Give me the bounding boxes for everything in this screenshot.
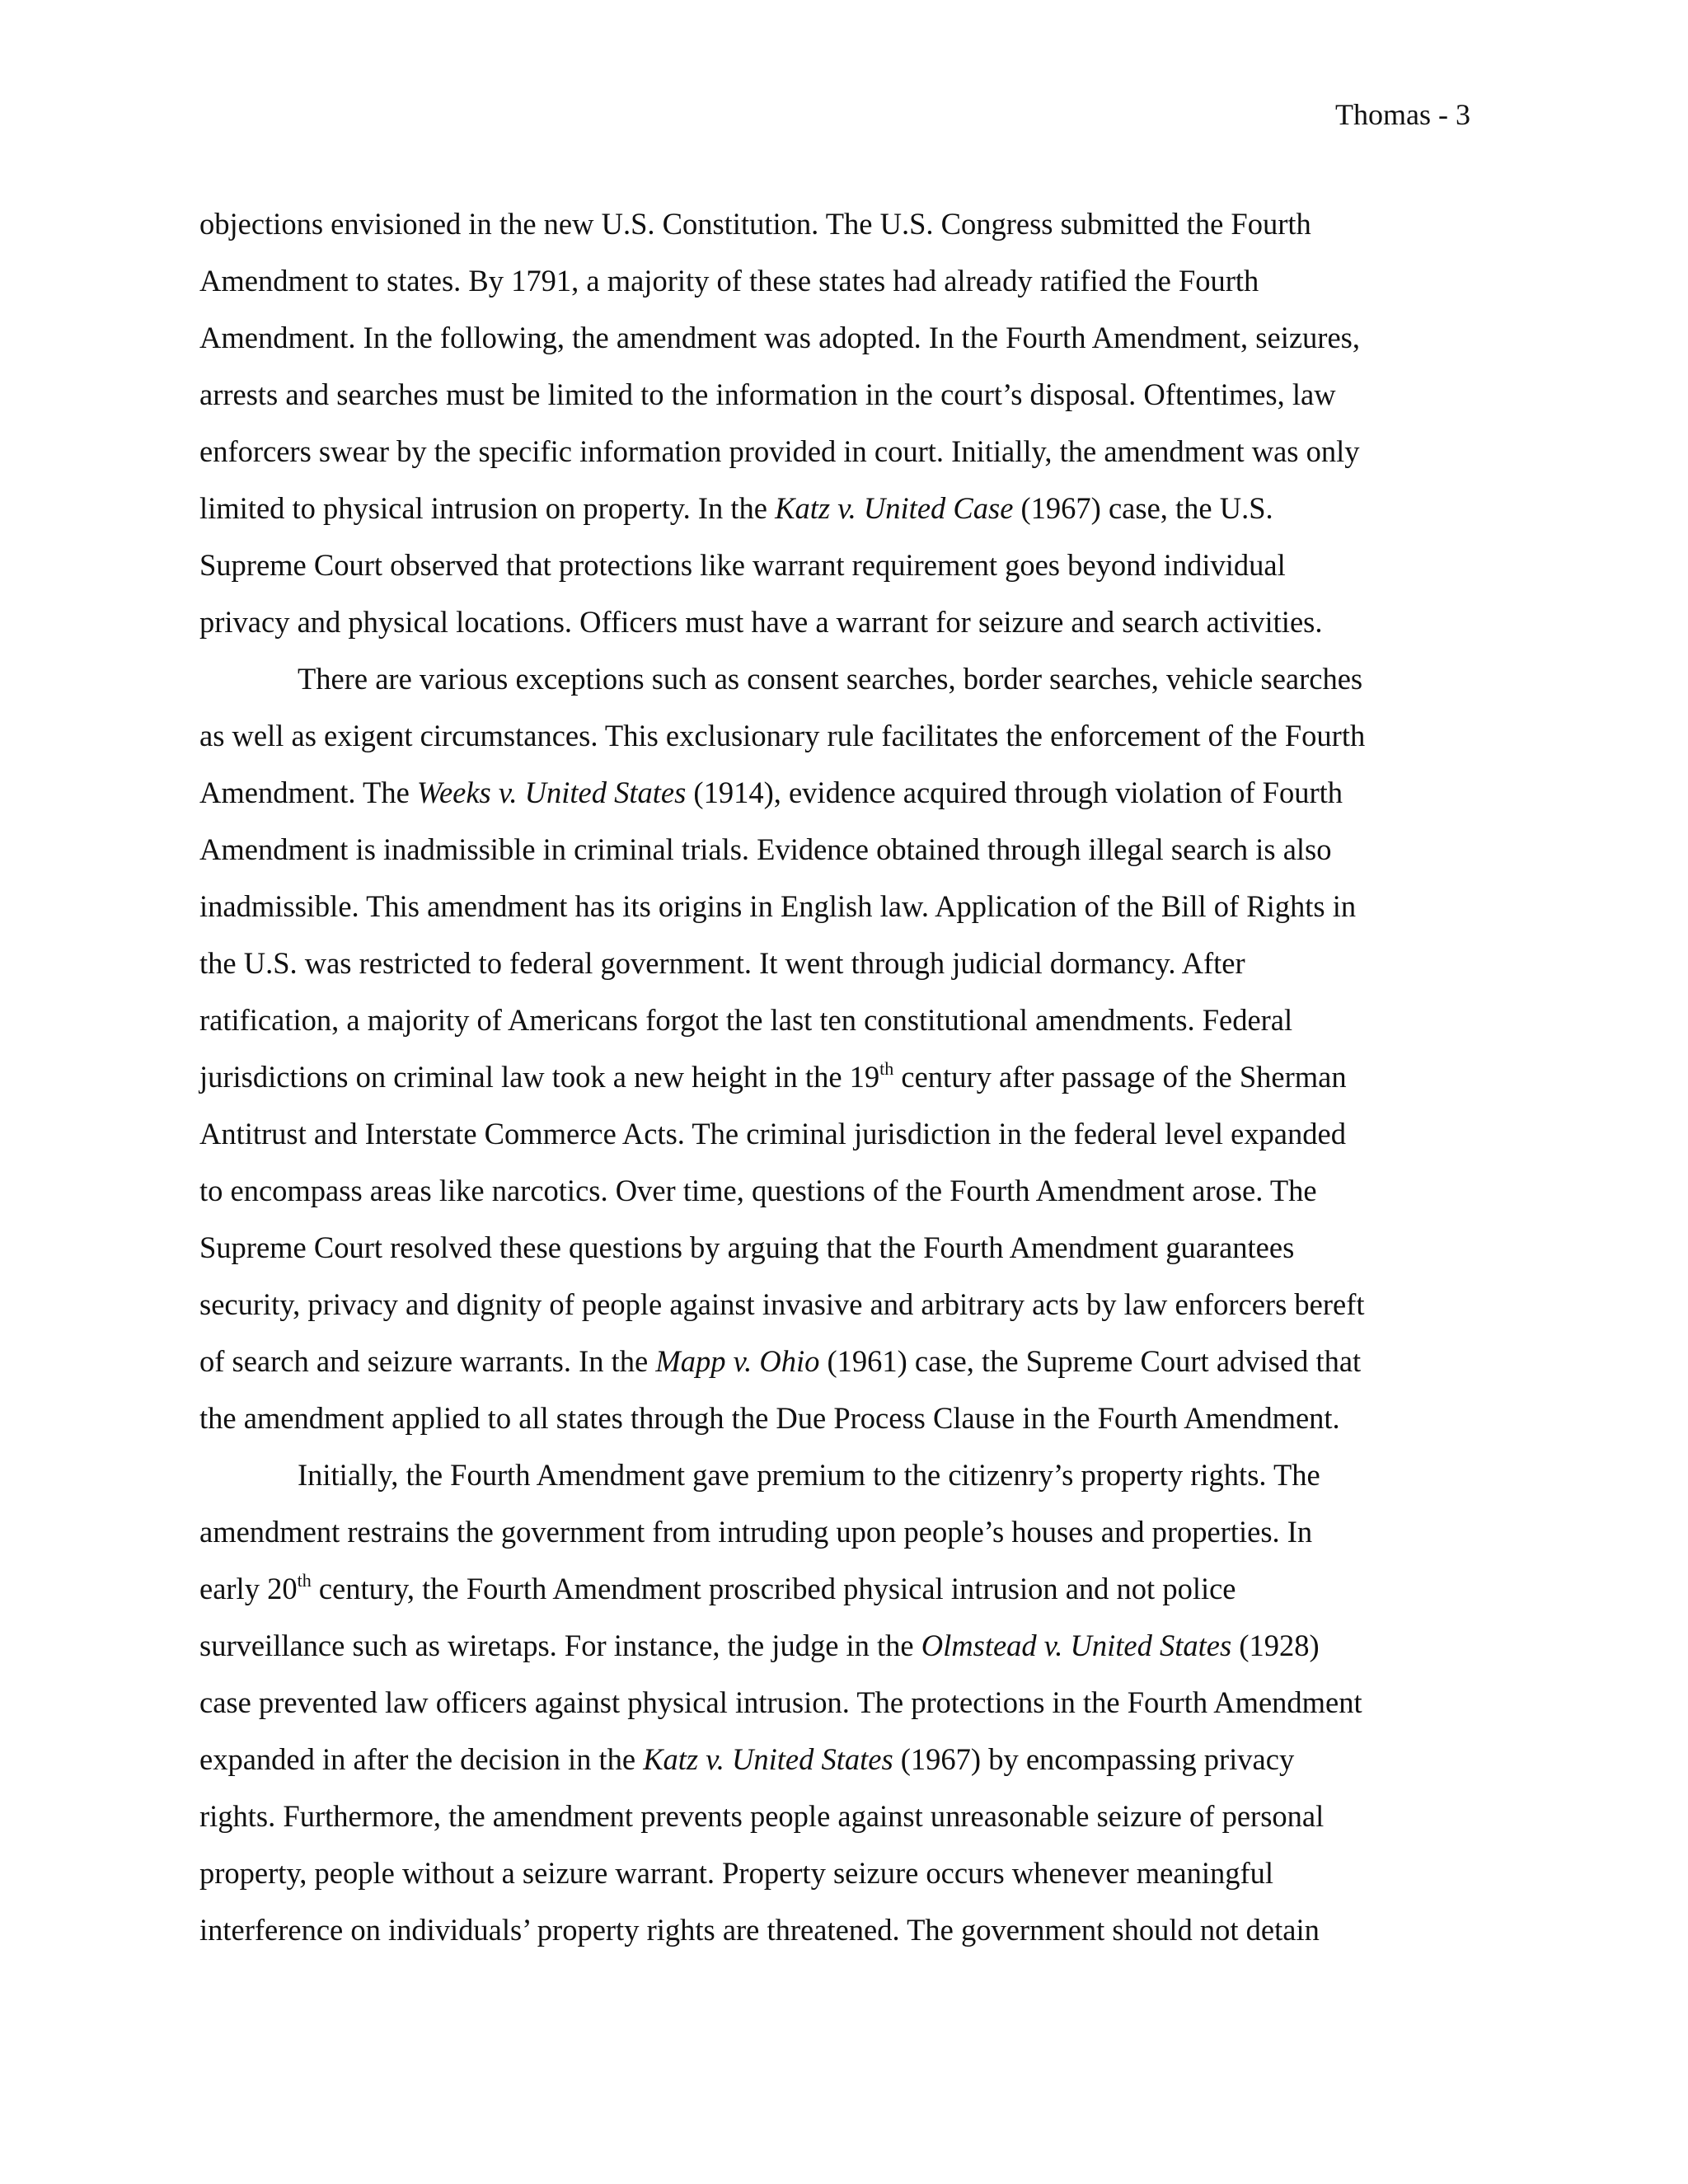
case-citation: Katz v. United Case	[775, 491, 1014, 525]
text-line: expanded in after the decision in the Katz v. United States (1967) by encompassing privacy	[199, 1742, 1295, 1776]
text-line: Amendment. The Weeks v. United States (1914), evidence acquired through violation of Fourth	[199, 776, 1343, 809]
case-citation: Mapp v. Ohio	[655, 1344, 820, 1378]
text-line: enforcers swear by the specific information provided in court. Initially, the amendment was only	[199, 434, 1360, 468]
text-line: the amendment applied to all states through the Due Process Clause in the Fourth Amendment.	[199, 1401, 1340, 1435]
text-line: surveillance such as wiretaps. For instance, the judge in the Olmstead v. United States (1928)	[199, 1629, 1320, 1662]
text-line: the U.S. was restricted to federal government. It went through judicial dormancy. After	[199, 946, 1245, 980]
superscript: th	[297, 1570, 312, 1591]
text-line: objections envisioned in the new U.S. Constitution. The U.S. Congress submitted the Fourth	[199, 207, 1311, 241]
text-line: of search and seizure warrants. In the Mapp v. Ohio (1961) case, the Supreme Court advised that	[199, 1344, 1362, 1378]
text-line: security, privacy and dignity of people against invasive and arbitrary acts by law enforcers bereft	[199, 1287, 1365, 1321]
text-line: interference on individuals’ property rights are threatened. The government should not detain	[199, 1913, 1320, 1947]
text-line: as well as exigent circumstances. This exclusionary rule facilitates the enforcement of the Fourth	[199, 719, 1366, 752]
text-line: case prevented law officers against physical intrusion. The protections in the Fourth Amendment	[199, 1685, 1362, 1719]
case-citation: Weeks v. United States	[416, 776, 687, 809]
text-line: Amendment. In the following, the amendment was adopted. In the Fourth Amendment, seizures,	[199, 321, 1360, 354]
text-line: Amendment is inadmissible in criminal trials. Evidence obtained through illegal search is also	[199, 832, 1332, 866]
superscript: th	[879, 1058, 894, 1079]
text-line: to encompass areas like narcotics. Over time, questions of the Fourth Amendment arose. The	[199, 1174, 1317, 1207]
running-head: Thomas - 3	[1335, 98, 1470, 131]
text-line: limited to physical intrusion on property. In the Katz v. United Case (1967) case, the U.S.	[199, 491, 1273, 525]
text-line: inadmissible. This amendment has its origins in English law. Application of the Bill of Rights in	[199, 889, 1357, 923]
case-citation: Olmstead v. United States	[921, 1629, 1232, 1662]
text-line: arrests and searches must be limited to the information in the court’s disposal. Oftentimes, law	[199, 377, 1336, 411]
body-text	[199, 195, 1493, 1958]
case-citation: Katz v. United States	[643, 1742, 893, 1776]
text-line: Supreme Court resolved these questions by arguing that the Fourth Amendment guarantees	[199, 1230, 1295, 1264]
paragraph-first-line: Initially, the Fourth Amendment gave premium to the citizenry’s property rights. The	[298, 1458, 1320, 1492]
text-line: early 20th century, the Fourth Amendment proscribed physical intrusion and not police	[199, 1570, 1236, 1605]
text-line: amendment restrains the government from intruding upon people’s houses and properties. In	[199, 1515, 1313, 1549]
text-line: Amendment to states. By 1791, a majority of these states had already ratified the Fourth	[199, 264, 1259, 298]
text-line: privacy and physical locations. Officers must have a warrant for seizure and search activities.	[199, 605, 1323, 639]
paragraph-first-line: There are various exceptions such as consent searches, border searches, vehicle searches	[298, 662, 1363, 696]
text-line: rights. Furthermore, the amendment prevents people against unreasonable seizure of personal	[199, 1799, 1325, 1833]
text-line: Antitrust and Interstate Commerce Acts. The criminal jurisdiction in the federal level expanded	[199, 1117, 1346, 1151]
text-line: property, people without a seizure warrant. Property seizure occurs whenever meaningful	[199, 1856, 1274, 1890]
text-line: jurisdictions on criminal law took a new height in the 19th century after passage of the Sherman	[199, 1058, 1347, 1094]
text-line: Supreme Court observed that protections like warrant requirement goes beyond individual	[199, 548, 1286, 582]
text-line: ratification, a majority of Americans forgot the last ten constitutional amendments. Federal	[199, 1003, 1293, 1037]
